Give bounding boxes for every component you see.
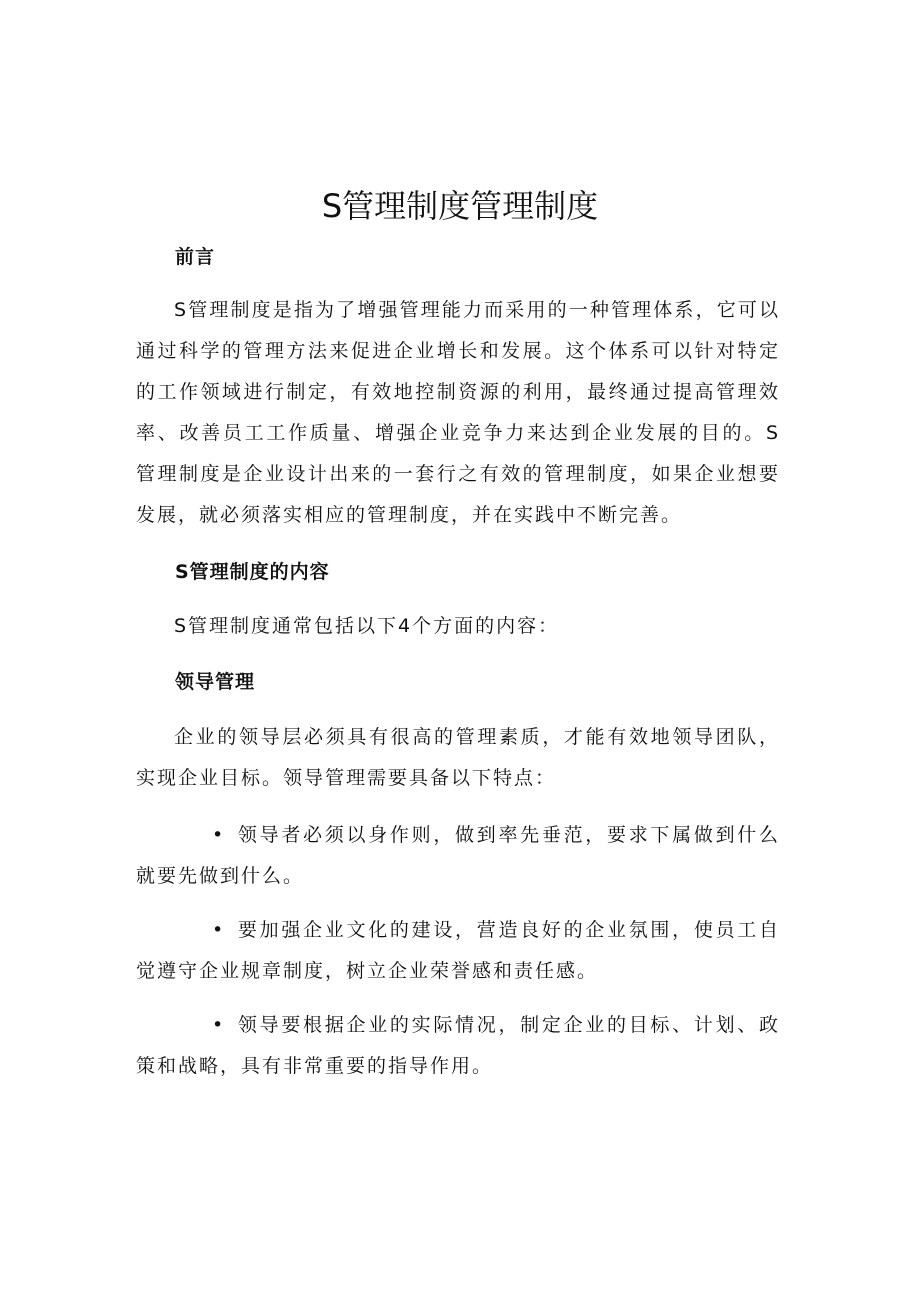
bullet-text: 领导要根据企业的实际情况，制定企业的目标、计划、政策和战略，具有非常重要的指导作用。 [136, 1014, 780, 1077]
leadership-paragraph: 企业的领导层必须具有很高的管理素质，才能有效地领导团队，实现企业目标。领导管理需要具备以下特点： [136, 726, 780, 789]
preface-heading: 前言 [175, 246, 216, 268]
bullet-item-3 [136, 1005, 780, 1087]
preface-paragraph: S管理制度是指为了增强管理能力而采用的一种管理体系，它可以通过科学的管理方法来促进企业增长和发展。这个体系可以针对特定的工作领域进行制定，有效地控制资源的利用，最终通过提高管理效率、改善员工工作质量、增强企业竞争力来达到企业发展的目的。S管理制度是企业设计出来的一套行之有效的管理制度，如果企业想要发展，就必须落实相应的管理制度，并在实践中不断完善。 [136, 299, 780, 526]
bullet-item-1 [136, 815, 780, 897]
bullet-text: 要加强企业文化的建设，营造良好的企业氛围，使员工自觉遵守企业规章制度，树立企业荣誉感和责任感。 [136, 919, 780, 982]
bullet-text: 领导者必须以身作则，做到率先垂范，要求下属做到什么就要先做到什么。 [136, 824, 780, 887]
leadership-heading: 领导管理 [175, 671, 256, 693]
content-intro-paragraph: S管理制度通常包括以下4个方面的内容： [174, 615, 560, 637]
bullet-dot: • [212, 824, 226, 846]
document-title: S管理制度管理制度 [321, 187, 599, 225]
bullet-dot: • [212, 919, 226, 941]
content-heading: S管理制度的内容 [175, 561, 330, 583]
bullet-item-2 [136, 910, 780, 992]
bullet-dot: • [212, 1014, 226, 1036]
